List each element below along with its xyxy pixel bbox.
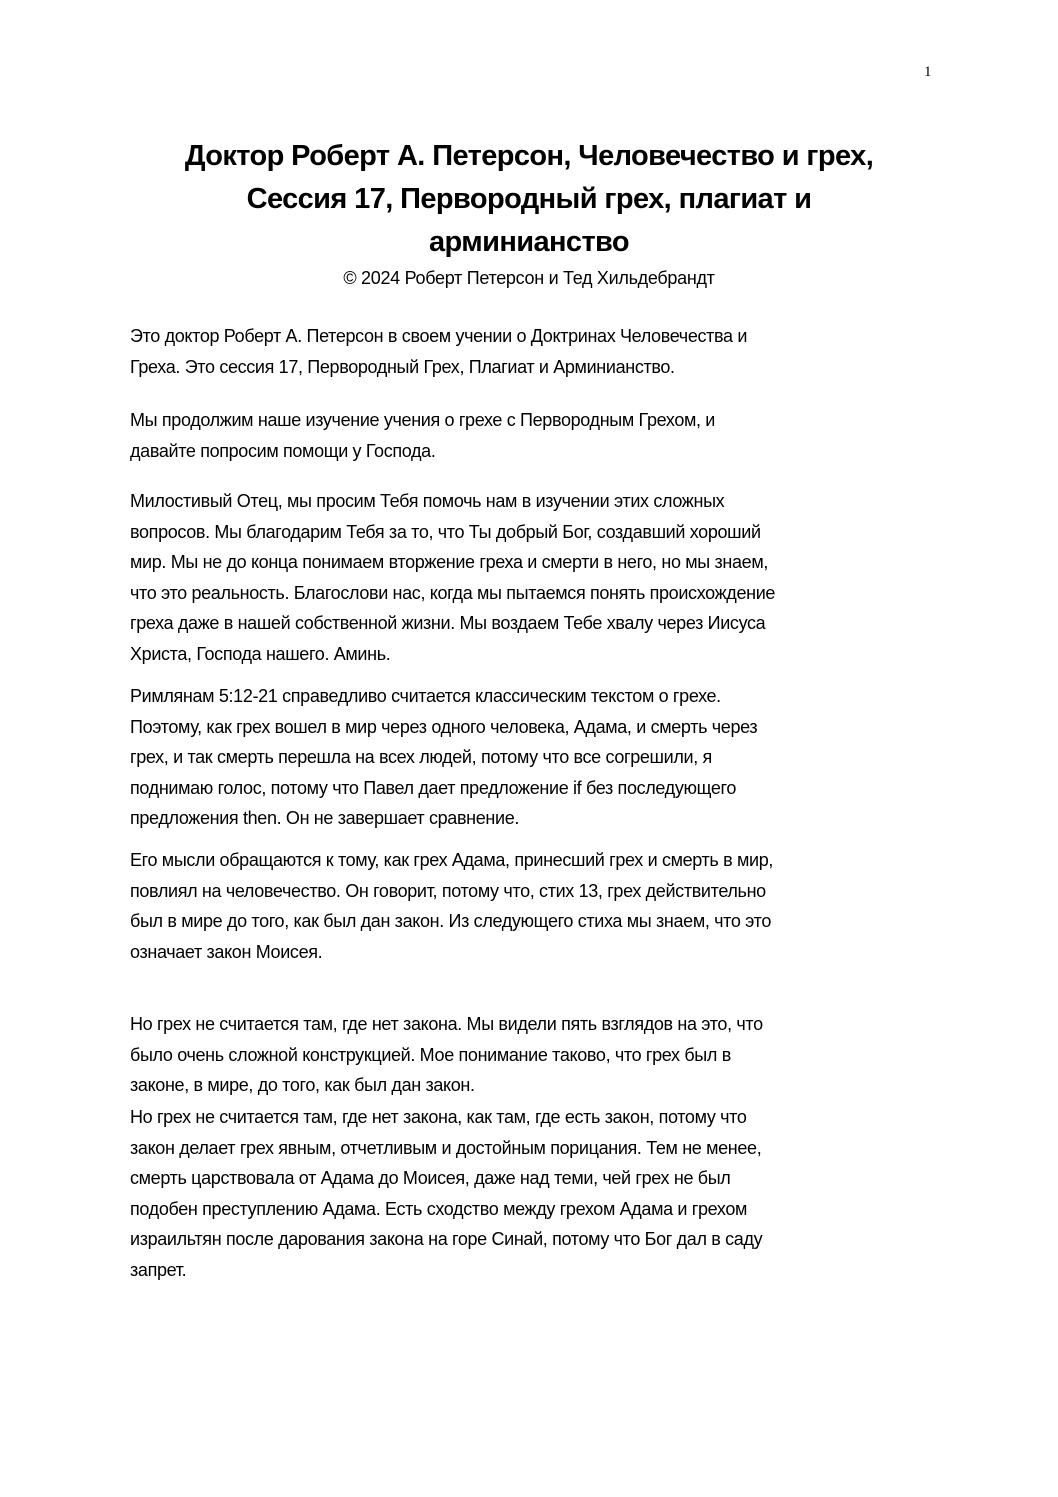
paragraph-line: смерть царствовала от Адама до Моисея, даже над теми, чей грех не был <box>130 1168 731 1188</box>
paragraph-line: Его мысли обращаются к тому, как грех Адама, принесший грех и смерть в мир, <box>130 850 774 870</box>
paragraph-line: израильтян после дарования закона на горе Синай, потому что Бог дал в саду <box>130 1229 763 1249</box>
paragraph-line: что это реальность. Благослови нас, когда мы пытаемся понять происхождение <box>130 582 776 603</box>
paragraph-line: поднимаю голос, потому что Павел дает предложение if без последующего <box>130 777 737 798</box>
paragraph-line: Это доктор Роберт А. Петерсон в своем учении о Доктринах Человечества и <box>130 326 748 346</box>
paragraph-line: грех, и так смерть перешла на всех людей, потому что все согрешили, я <box>130 747 712 767</box>
paragraph <box>130 486 775 669</box>
paragraph-line: было очень сложной конструкцией. Мое понимание таково, что грех был в <box>130 1044 731 1065</box>
copyright-line: © 2024 Роберт Петерсон и Тед Хильдебрандт <box>343 268 715 288</box>
paragraph <box>130 405 715 466</box>
paragraph <box>130 681 757 834</box>
paragraph <box>130 1102 762 1285</box>
paragraph-line: Милостивый Отец, мы просим Тебя помочь нам в изучении этих сложных <box>130 491 725 511</box>
paragraph-line: закон делает грех явным, отчетливым и достойным порицания. Тем не менее, <box>130 1137 762 1158</box>
paragraph-line: вопросов. Мы благодарим Тебя за то, что Ты добрый Бог, создавший хороший <box>130 521 761 542</box>
paragraph-line: Римлянам 5:12-21 справедливо считается классическим текстом о грехе. <box>130 686 721 706</box>
paragraph-line: Мы продолжим наше изучение учения о грехе с Первородным Грехом, и <box>130 410 716 430</box>
paragraph-line: был в мире до того, как был дан закон. Из следующего стиха мы знаем, что это <box>130 911 771 931</box>
paragraph-line: означает закон Моисея. <box>130 941 323 962</box>
paragraph-line: законе, в мире, до того, как был дан закон. <box>130 1075 475 1095</box>
document-title <box>0 135 1058 264</box>
paragraph-line: Христа, Господа нашего. Аминь. <box>130 643 391 664</box>
paragraph-line: повлиял на человечество. Он говорит, потому что, стих 13, грех действительно <box>130 880 766 901</box>
title-line: Доктор Роберт А. Петерсон, Человечество и грех, <box>184 140 874 172</box>
paragraph-line: предложения then. Он не завершает сравнение. <box>130 808 520 828</box>
paragraph-line: Поэтому, как грех вошел в мир через одного человека, Адама, и смерть через <box>130 716 758 737</box>
paragraph <box>130 1009 763 1101</box>
paragraph-line: давайте попросим помощи у Господа. <box>130 440 436 461</box>
paragraph-line: Греха. Это сессия 17, Первородный Грех, Плагиат и Арминианство. <box>130 356 675 377</box>
paragraph-line: запрет. <box>130 1259 187 1280</box>
paragraph-line: мир. Мы не до конца понимаем вторжение греха и смерти в него, но мы знаем, <box>130 552 769 572</box>
paragraph-line: подобен преступлению Адама. Есть сходство между грехом Адама и грехом <box>130 1198 748 1219</box>
title-line: Сессия 17, Первородный грех, плагиат и <box>246 183 812 215</box>
paragraph-line: греха даже в нашей собственной жизни. Мы воздаем Тебе хвалу через Иисуса <box>130 613 766 633</box>
page-number: 1 <box>924 64 932 80</box>
paragraph <box>130 321 747 382</box>
paragraph-line: Но грех не считается там, где нет закона, как там, где есть закон, потому что <box>130 1107 747 1127</box>
paragraph-line: Но грех не считается там, где нет закона. Мы видели пять взглядов на это, что <box>130 1014 763 1034</box>
paragraph <box>130 845 773 967</box>
title-line: арминианство <box>428 226 630 258</box>
